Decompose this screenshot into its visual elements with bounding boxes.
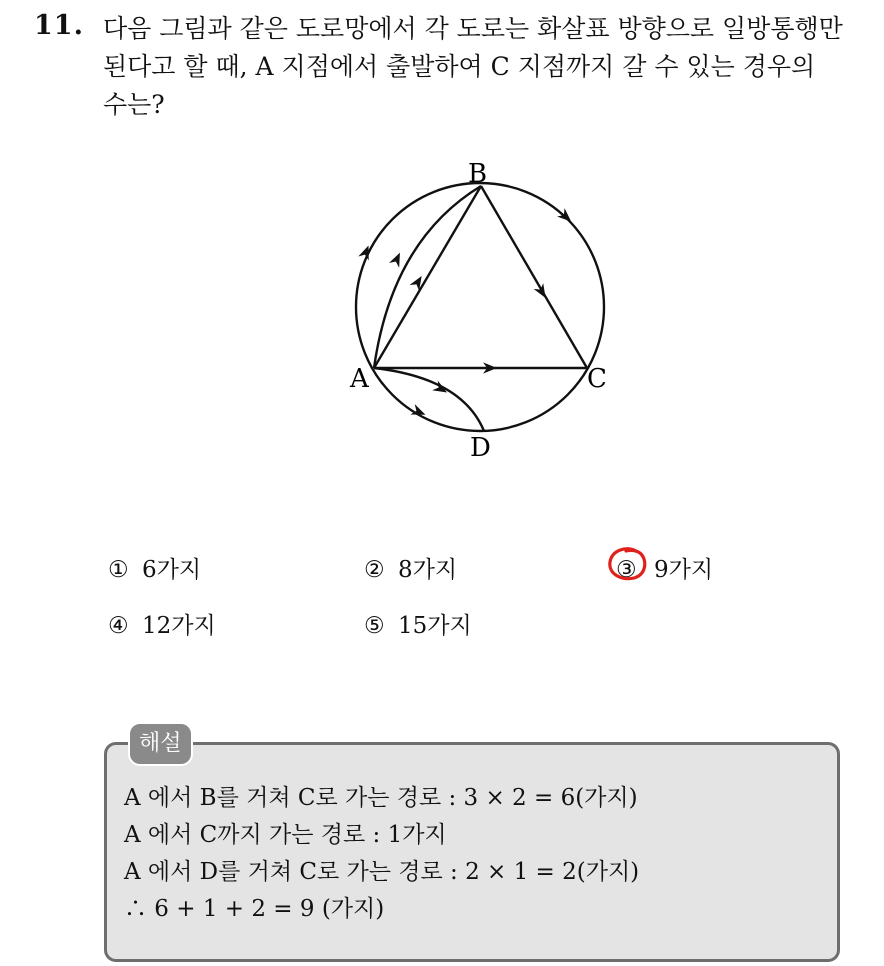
- choice-3-mark: ③: [616, 557, 637, 583]
- choice-1-text: 6가지: [142, 557, 202, 583]
- choice-5[interactable]: [364, 607, 472, 640]
- outer-circle-road: [356, 183, 604, 431]
- choice-2-mark: ②: [364, 557, 385, 583]
- choice-3[interactable]: [616, 551, 713, 584]
- solution-line-4: ∴ 6 + 1 + 2 = 9 (가지): [124, 896, 385, 922]
- curve-road-a-to-d: [374, 368, 484, 431]
- choice-1[interactable]: [108, 551, 201, 584]
- road-a-to-b: [374, 186, 481, 368]
- label-a: A: [350, 364, 369, 394]
- question-line-1: 다음 그림과 같은 도로망에서 각 도로는 화살표 방향으로 일방통행만: [103, 14, 843, 43]
- label-c: C: [587, 364, 607, 394]
- choice-5-mark: ⑤: [364, 613, 385, 639]
- solution-tag: 해설: [128, 722, 193, 766]
- question-line-2: 된다고 할 때, A 지점에서 출발하여 C 지점까지 갈 수 있는 경우의: [103, 52, 816, 81]
- choice-4-mark: ④: [108, 613, 129, 639]
- road-b-to-c: [481, 186, 587, 368]
- question-line-3: 수는?: [103, 90, 165, 119]
- choice-2-text: 8가지: [398, 557, 458, 583]
- choice-2[interactable]: [364, 551, 457, 584]
- solution-text: [124, 780, 639, 928]
- arrow-inner-curve: [391, 259, 397, 272]
- choice-3-text: 9가지: [654, 557, 714, 583]
- solution-line-3: A 에서 D를 거쳐 C로 가는 경로 : 2 × 1 = 2(가지): [124, 859, 640, 885]
- label-b: B: [468, 159, 488, 189]
- question-text: [103, 10, 873, 124]
- solution-line-2: A 에서 C까지 가는 경로 : 1가지: [124, 822, 447, 848]
- road-network-diagram: [330, 150, 630, 470]
- choice-1-mark: ①: [108, 557, 129, 583]
- choice-4-text: 12가지: [142, 613, 216, 639]
- solution-line-1: A 에서 B를 거쳐 C로 가는 경로 : 3 × 2 = 6(가지): [124, 785, 638, 811]
- choice-4[interactable]: [108, 607, 216, 640]
- label-d: D: [470, 433, 491, 463]
- choice-5-text: 15가지: [398, 613, 472, 639]
- question-number: 11.: [34, 10, 84, 41]
